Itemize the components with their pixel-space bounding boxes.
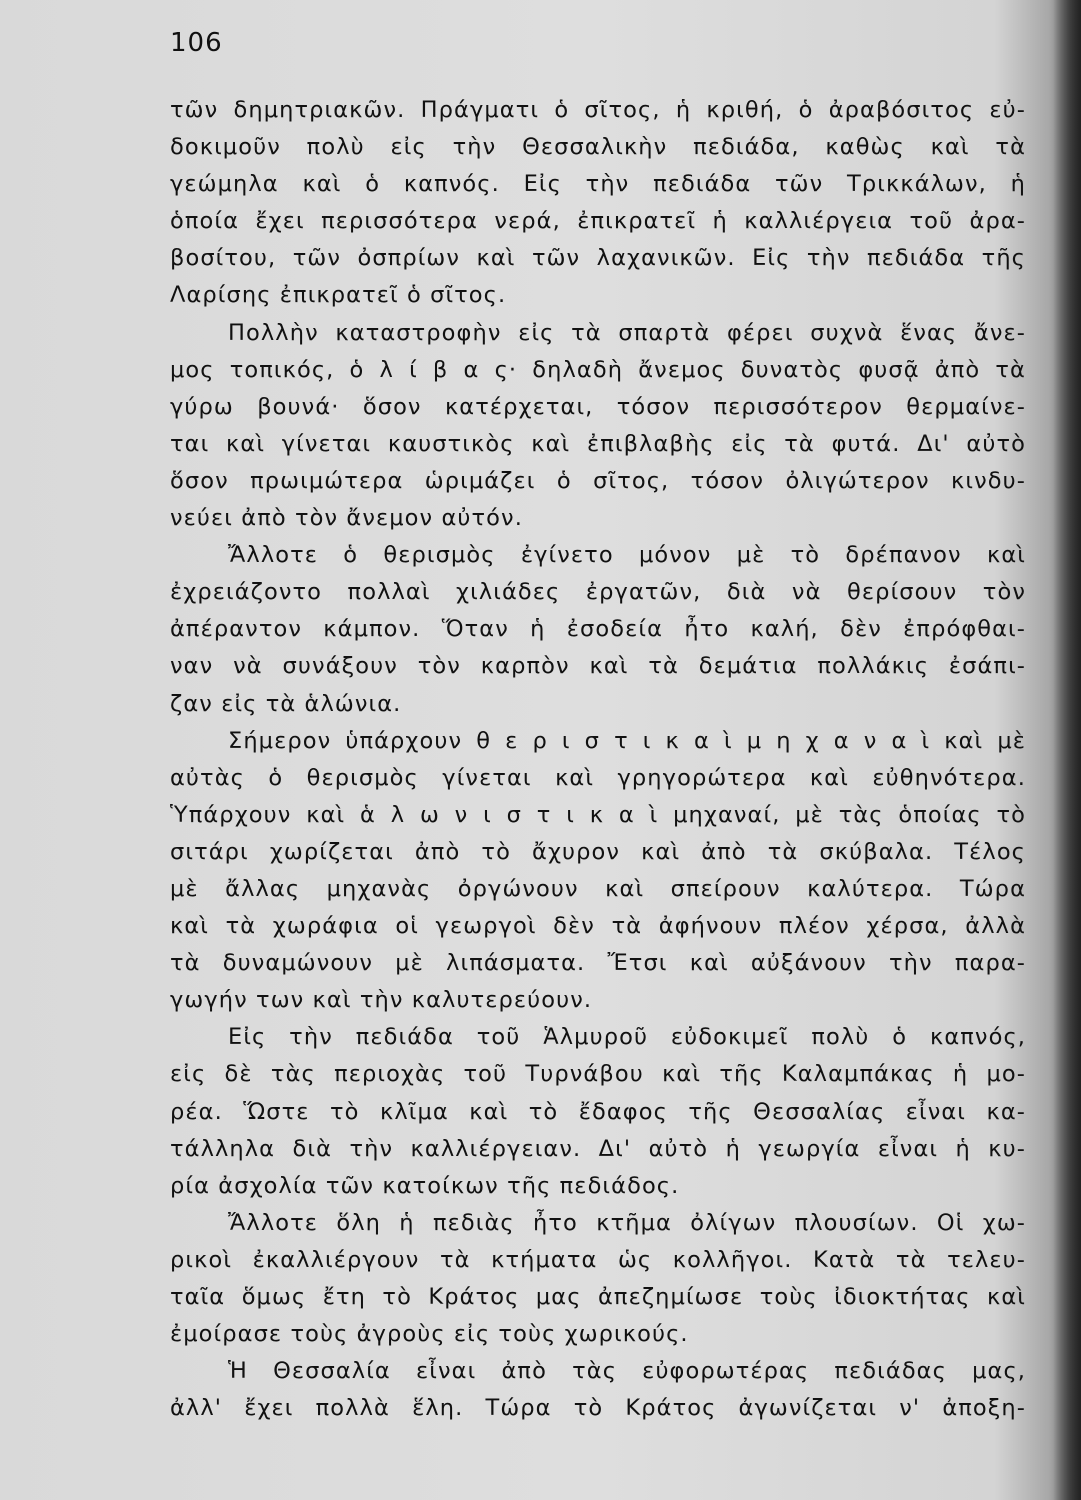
text-line: ἐχρειάζοντο πολλαὶ χιλιάδες ἐργατῶν, διὰ νὰ θερίσουν τὸν <box>170 579 1026 606</box>
text-line: Ὑπάρχουν καὶ ἁ λ ω ν ι σ τ ι κ α ὶ μηχαναί, μὲ τὰς ὁποίας τὸ <box>170 801 1026 828</box>
text-line: Πολλὴν καταστροφὴν εἰς τὰ σπαρτὰ φέρει συχνὰ ἕνας ἄνε- <box>228 319 1026 346</box>
text-line: μος τοπικός, ὁ λ ί β α ς· δηλαδὴ ἄνεμος δυνατὸς φυσᾷ ἀπὸ τὰ <box>170 356 1026 383</box>
book-spine-shadow <box>1053 0 1081 1500</box>
text-line: Λαρίσης ἐπικρατεῖ ὁ σῖτος. <box>170 282 507 309</box>
text-line: ἀπέραντον κάμπον. Ὅταν ἡ ἐσοδεία ἦτο καλή, δὲν ἐπρόφθαι- <box>170 616 1026 643</box>
page-number: 106 <box>170 28 223 58</box>
text-line: ρία ἀσχολία τῶν κατοίκων τῆς πεδιάδος. <box>170 1172 680 1199</box>
text-line: σιτάρι χωρίζεται ἀπὸ τὸ ἄχυρον καὶ ἀπὸ τὰ σκύβαλα. Τέλος <box>170 838 1026 865</box>
text-line: Εἰς τὴν πεδιάδα τοῦ Ἁλμυροῦ εὐδοκιμεῖ πολὺ ὁ καπνός, <box>228 1024 1026 1051</box>
text-line: μὲ ἄλλας μηχανὰς ὀργώνουν καὶ σπείρουν καλύτερα. Τώρα <box>170 875 1026 902</box>
text-line: εἰς δὲ τὰς περιοχὰς τοῦ Τυρνάβου καὶ τῆς Καλαμπάκας ἡ μο- <box>170 1061 1026 1088</box>
text-line: ρικοὶ ἐκαλλιέργουν τὰ κτήματα ὡς κολλῆγοι. Κατὰ τὰ τελευ- <box>170 1246 1026 1273</box>
text-line: τάλληλα διὰ τὴν καλλιέργειαν. Δι' αὐτὸ ἡ γεωργία εἶναι ἡ κυ- <box>170 1135 1026 1162</box>
text-line: ναν νὰ συνάξουν τὸν καρπὸν καὶ τὰ δεμάτια πολλάκις ἐσάπι- <box>170 653 1026 680</box>
text-line: ται καὶ γίνεται καυστικὸς καὶ ἐπιβλαβὴς εἰς τὰ φυτά. Δι' αὐτὸ <box>170 430 1026 457</box>
text-line: τῶν δημητριακῶν. Πράγματι ὁ σῖτος, ἡ κριθή, ὁ ἀραβόσιτος εὐ- <box>170 97 1026 123</box>
body-text <box>170 92 1026 1427</box>
text-line: Ἡ Θεσσαλία εἶναι ἀπὸ τὰς εὐφορωτέρας πεδιάδας μας, <box>228 1358 1026 1385</box>
text-line: γύρω βουνά· ὅσον κατέρχεται, τόσον περισσότερον θερμαίνε- <box>170 393 1026 420</box>
text-line: Ἄλλοτε ὅλη ἡ πεδιὰς ἦτο κτῆμα ὀλίγων πλουσίων. Οἱ χω- <box>228 1209 1026 1236</box>
text-line: νεύει ἀπὸ τὸν ἄνεμον αὐτόν. <box>170 505 523 532</box>
text-line: ζαν εἰς τὰ ἁλώνια. <box>170 690 402 717</box>
text-line: ὁποία ἔχει περισσότερα νερά, ἐπικρατεῖ ἡ καλλιέργεια τοῦ ἀρα- <box>170 208 1026 235</box>
text-line: ὅσον πρωιμώτερα ὡριμάζει ὁ σῖτος, τόσον ὀλιγώτερον κινδυ- <box>170 467 1026 494</box>
text-line: ἐμοίρασε τοὺς ἀγροὺς εἰς τοὺς χωρικούς. <box>170 1321 689 1348</box>
text-line: ρέα. Ὥστε τὸ κλῖμα καὶ τὸ ἔδαφος τῆς Θεσσαλίας εἶναι κα- <box>170 1098 1026 1125</box>
text-line: γωγήν των καὶ τὴν καλυτερεύουν. <box>170 987 593 1014</box>
text-line: αὐτὰς ὁ θερισμὸς γίνεται καὶ γρηγορώτερα καὶ εὐθηνότερα. <box>170 764 1026 791</box>
text-line: ταῖα ὅμως ἔτη τὸ Κράτος μας ἀπεζημίωσε τοὺς ἰδιοκτήτας καὶ <box>170 1284 1026 1310</box>
text-line: τὰ δυναμώνουν μὲ λιπάσματα. Ἔτσι καὶ αὐξάνουν τὴν παρα- <box>170 950 1026 977</box>
text-line: γεώμηλα καὶ ὁ καπνός. Εἰς τὴν πεδιάδα τῶν Τρικκάλων, ἡ <box>170 171 1026 198</box>
text-line: δοκιμοῦν πολὺ εἰς τὴν Θεσσαλικὴν πεδιάδα, καθὼς καὶ τὰ <box>170 134 1026 161</box>
text-line: Σήμερον ὑπάρχουν θ ε ρ ι σ τ ι κ α ὶ μ η χ α ν α ὶ καὶ μὲ <box>228 727 1026 754</box>
text-line: Ἄλλοτε ὁ θερισμὸς ἐγίνετο μόνον μὲ τὸ δρέπανον καὶ <box>228 542 1026 569</box>
text-line: βοσίτου, τῶν ὀσπρίων καὶ τῶν λαχανικῶν. Εἰς τὴν πεδιάδα τῆς <box>170 245 1026 272</box>
text-line: καὶ τὰ χωράφια οἱ γεωργοὶ δὲν τὰ ἀφήνουν πλέον χέρσα, ἀλλὰ <box>170 913 1026 940</box>
text-line: ἀλλ' ἔχει πολλὰ ἕλη. Τώρα τὸ Κράτος ἀγωνίζεται ν' ἀποξη- <box>170 1395 1026 1422</box>
